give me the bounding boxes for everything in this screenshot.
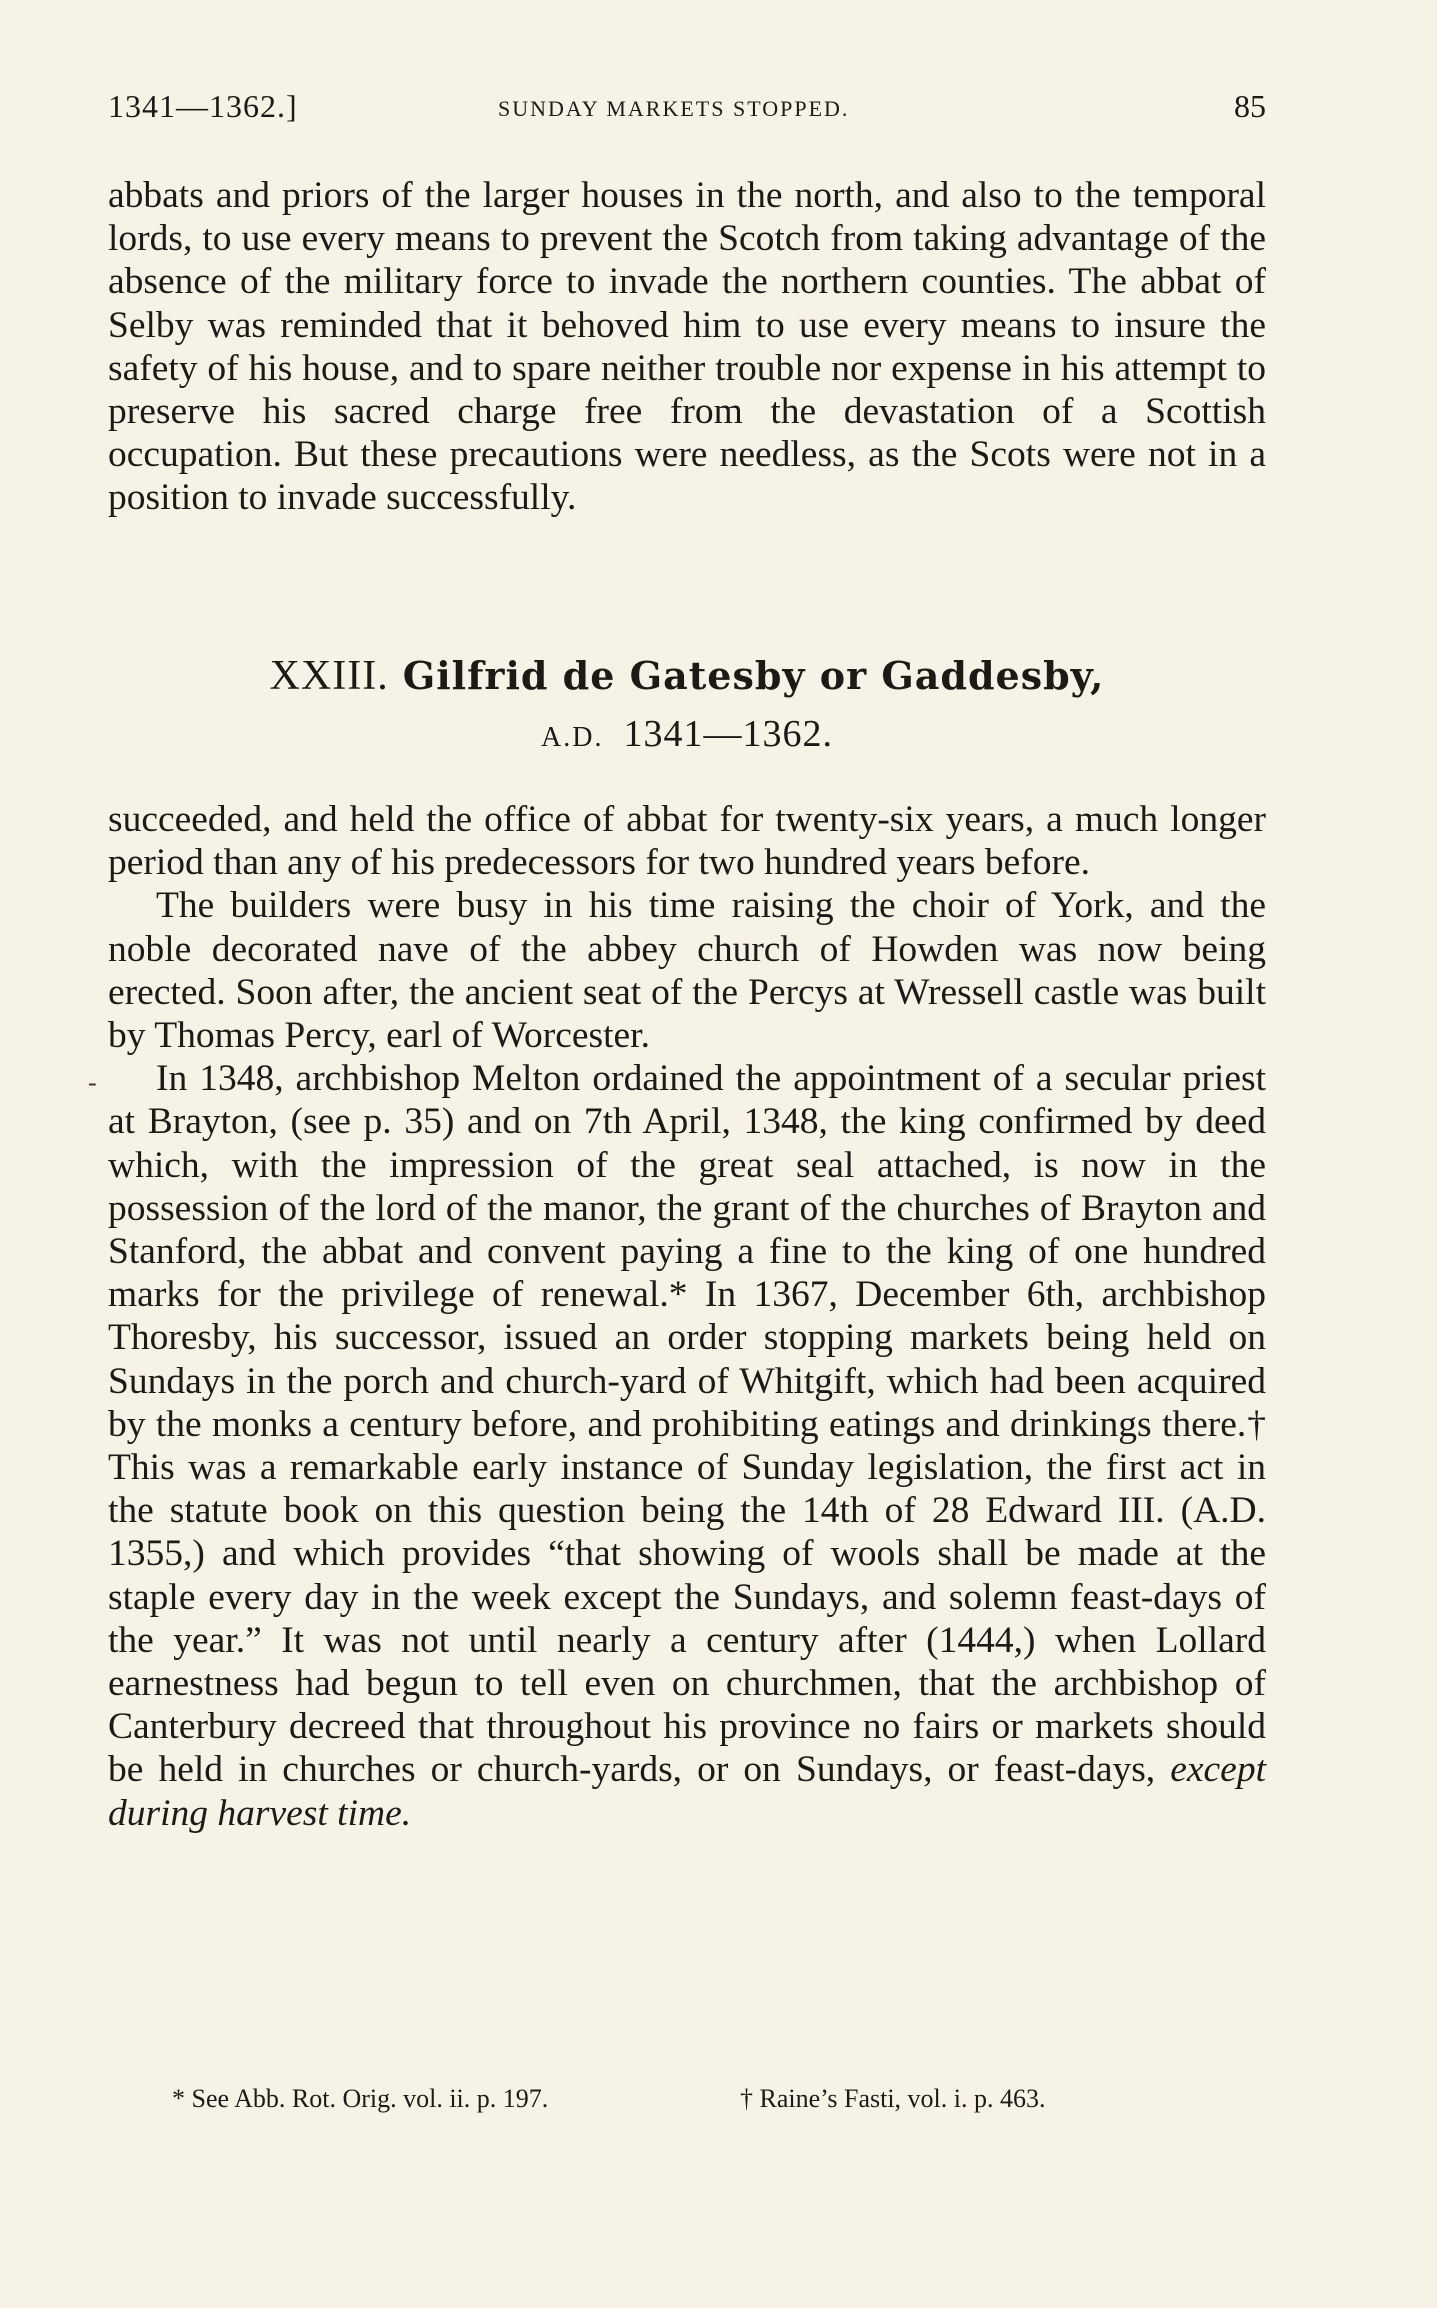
- heading-title-line: [108, 650, 1266, 702]
- paragraph-1348-italic: except during harvest time.: [108, 1749, 1266, 1834]
- text-block-main: [108, 798, 1266, 1835]
- heading-ad: A.D.: [541, 722, 604, 753]
- text-block-top: [108, 174, 1266, 520]
- heading-number: XXIII.: [269, 653, 389, 699]
- running-head-years: 1341—1362.]: [108, 88, 298, 124]
- heading-date-line: [108, 712, 1266, 760]
- paragraph-builders: The builders were busy in his time raising the choir of York, and the noble decorated nave of the abbey church of Howden was now being erected. Soon after, the ancient seat of the Percys at Wressell castle was built by Thomas Percy, earl of Worcester.: [108, 885, 1266, 1057]
- footnote-abb-rot: * See Abb. Rot. Orig. vol. ii. p. 197.: [172, 2084, 549, 2113]
- heading-abbat-name: Gilfrid de Gatesby or Gaddesby,: [402, 653, 1105, 698]
- running-head-title: SUNDAY MARKETS STOPPED.: [498, 96, 850, 121]
- paragraph-succeeded: succeeded, and held the office of abbat for twenty-six years, a much longer period than any of his predecessors for two hundred years before.: [108, 799, 1266, 884]
- paragraph-1348-text: In 1348, archbishop Melton ordained the appointment of a secular priest at Brayton, (see p. 35) and on 7th April, 1348, the king confirmed by deed which, with the impression of the great seal attached, is now in the possession of the lord of the manor, the grant of the churches of Brayton and Stanford, the abbat and convent paying a fine to the king of one hundred marks for the privilege of renewal.* In 1367, December 6th, archbishop Thoresby, his successor, issued an order stopping markets being held on Sundays in the porch and church-yard of Whitgift, which had been acquired by the monks a century before, and prohibiting eatings and drinkings there.† This was a remarkable early instance of Sunday legislation, the first act in the statute book on this question being the 14th of 28 Edward III. (A.D. 1355,) and which provides “that showing of wools shall be made at the staple every day in the week except the Sundays, and solemn feast-days of the year.” It was not until nearly a century after (1444,) when Lollard earnestness had begun to tell even on churchmen, that the archbishop of Canterbury decreed that throughout his province no fairs or markets should be held in churches or church-yards, or on Sundays, or feast-days,: [108, 1058, 1266, 1791]
- paragraph-1348: [108, 1057, 1266, 1835]
- paragraph-continuation: abbats and priors of the larger houses in the north, and also to the temporal lords, to use every means to prevent the Scotch from taking advantage of the absence of the military force to invade the northern counties. The abbat of Selby was reminded that it behoved him to use every means to insure the safety of his house, and to spare neither trouble nor expense in his attempt to preserve his sacred charge free from the devastation of a Scottish occupation. But these precautions were needless, as the Scots were not in a position to invade successfully.: [108, 175, 1266, 519]
- heading-years: 1341—1362.: [623, 713, 833, 755]
- page-number: 85: [1234, 88, 1266, 124]
- section-heading: [108, 650, 1266, 760]
- running-head: [108, 88, 1266, 138]
- footnote-raine-fasti: † Raine’s Fasti, vol. i. p. 463.: [740, 2084, 1046, 2113]
- margin-mark: -: [88, 1068, 97, 1097]
